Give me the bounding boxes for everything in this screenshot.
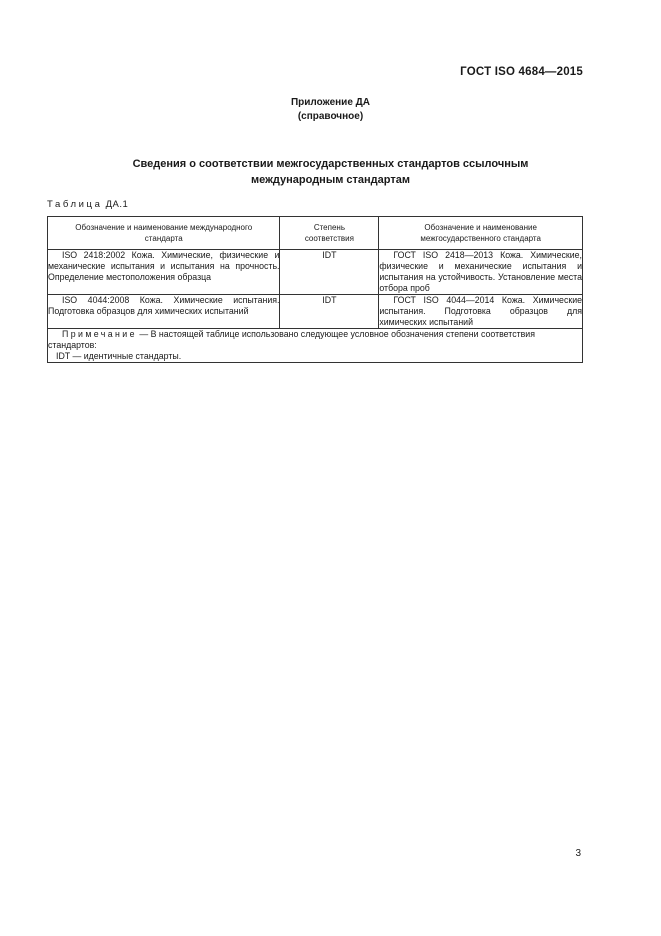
table-caption <box>47 199 128 210</box>
table-note-row <box>48 329 583 363</box>
note-label: Примечание <box>62 329 137 339</box>
note-text <box>48 329 582 351</box>
header-col2-line1: Степень <box>313 223 345 232</box>
table-note <box>48 329 583 363</box>
cell-international-standard: ISO 4044:2008 Кожа. Химические испытания. Подготовка образцов для химических испытаний <box>48 295 280 329</box>
header-international-standard <box>48 217 280 250</box>
appendix-heading <box>0 96 661 124</box>
table-caption-word: Таблица <box>47 199 103 210</box>
note-legend: IDT — идентичные стандарты. <box>56 351 182 361</box>
cell-interstate-standard: ГОСТ ISO 4044—2014 Кожа. Химические испытания. Подготовка образцов для химических испытаний <box>379 295 582 327</box>
header-col3-line1: Обозначение и наименование <box>424 223 537 232</box>
cell-degree: IDT <box>280 295 379 329</box>
header-degree <box>280 217 379 250</box>
page-title <box>60 156 601 188</box>
cell-degree: IDT <box>280 250 379 295</box>
appendix-title: Приложение ДА <box>290 97 371 108</box>
cell-interstate-standard: ГОСТ ISO 2418—2013 Кожа. Химические, физические и механические испытания и испытания на устойчивость. Установление места отбора проб <box>379 250 582 293</box>
correspondence-table <box>47 216 583 363</box>
page-number: 3 <box>575 848 581 859</box>
cell-international-standard: ISO 2418:2002 Кожа. Химические, физические и механические испытания и испытания на прочность. Определение местоположения образца <box>48 250 280 295</box>
table-row <box>48 295 583 329</box>
header-col1-line1: Обозначение и наименование международного <box>75 223 253 232</box>
header-col1-line2: стандарта <box>144 234 183 243</box>
header-col3-line2: межгосударственного стандарта <box>420 234 541 243</box>
note-body: — В настоящей таблице использовано следующее условное обозначения степени соответствия стандартов: <box>48 329 535 350</box>
header-interstate-standard <box>379 217 583 250</box>
page-title-line-2: международным стандартам <box>251 174 410 186</box>
table-header-row <box>48 217 583 250</box>
table-row <box>48 250 583 295</box>
page-title-line-1: Сведения о соответствии межгосударственных стандартов ссылочным <box>132 158 529 170</box>
appendix-subtitle: (справочное) <box>297 111 364 122</box>
header-col2-line2: соответствия <box>304 234 354 243</box>
table-caption-number: ДА.1 <box>105 199 129 210</box>
document-code: ГОСТ ISO 4684—2015 <box>460 66 583 78</box>
